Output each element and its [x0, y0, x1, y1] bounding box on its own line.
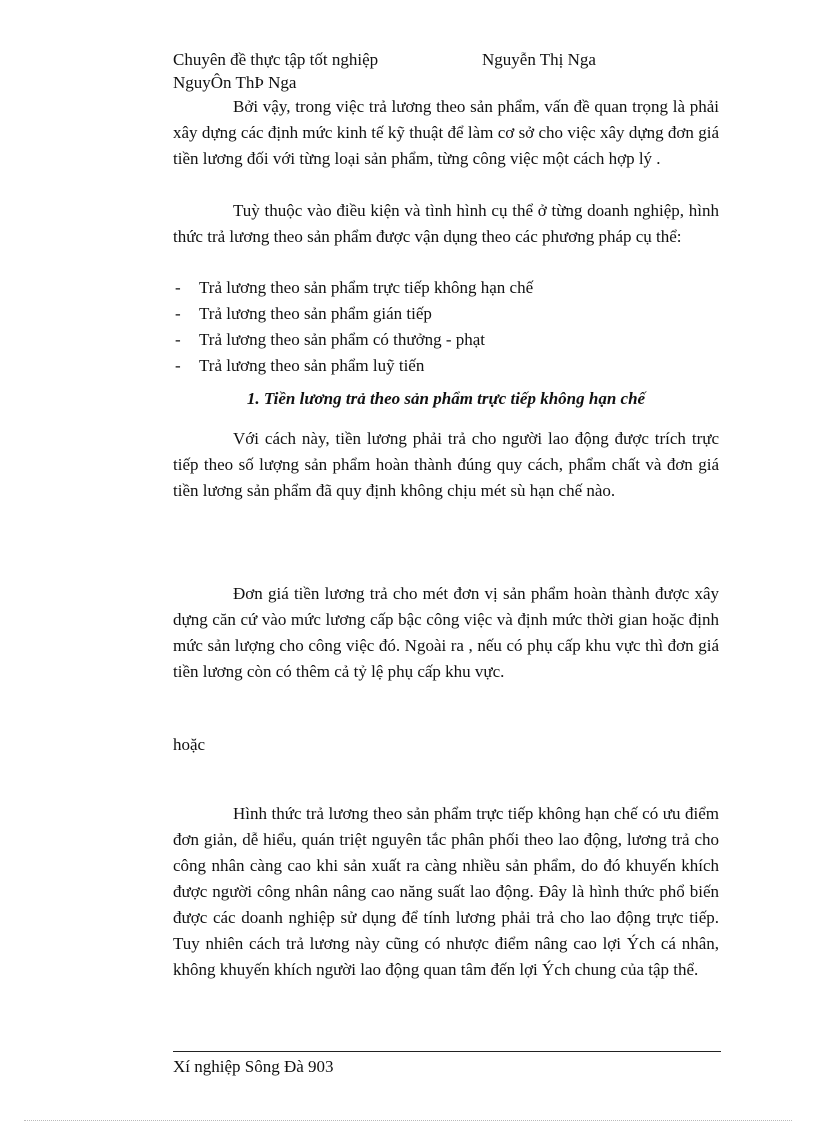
bullet-dash: - [175, 356, 181, 375]
list-item-text: Trả lương theo sản phẩm luỹ tiến [199, 356, 425, 375]
list-item-text: Trả lương theo sản phẩm trực tiếp không hạn chế [199, 278, 534, 297]
header-title: Chuyên đề thực tập tốt nghiệp [173, 50, 379, 69]
bullet-dash: - [175, 330, 181, 349]
list-item-text: Trả lương theo sản phẩm gián tiếp [199, 304, 432, 323]
list-item [173, 327, 719, 353]
footer-company: Xí nghiệp Sông Đà 903 [173, 1057, 334, 1076]
method-list [173, 275, 719, 379]
page-edge-line [24, 1120, 792, 1121]
list-item [173, 301, 719, 327]
list-item [173, 275, 719, 301]
bullet-dash: - [175, 278, 181, 297]
section-heading: 1. Tiền lương trả theo sản phẩm trực tiếp không hạn chế [246, 389, 646, 408]
or-word: hoặc [173, 735, 206, 754]
intro-paragraph-2: Tuỳ thuộc vào điều kiện và tình hình cụ thể ở từng doanh nghiệp, hình thức trả lương theo sản phẩm được vận dụng theo các phương pháp cụ thể: [173, 201, 719, 246]
bullet-dash: - [175, 304, 181, 323]
header-author: Nguyễn Thị Nga [482, 50, 596, 69]
section-paragraph-1: Với cách này, tiền lương phải trả cho người lao động được trích trực tiếp theo số lượng sản phẩm hoàn thành đúng quy cách, phẩm chất và đơn giá tiền lương sản phẩm đã quy định không chịu mét sù hạn chế nào. [173, 429, 719, 500]
section-paragraph-3: Hình thức trả lương theo sản phẩm trực tiếp không hạn chế có ưu điểm đơn giản, dễ hiểu, quán triệt nguyên tắc phân phối theo lao động, lương trả cho công nhân càng cao khi sản xuất ra càng nhiều sản phẩm, do đó khuyến khích được người công nhân nâng cao năng suất lao động. Đây là hình thức phổ biến được các doanh nghiệp sử dụng để tính lương phải trả cho lao động trực tiếp. Tuy nhiên cách trả lương này cũng có nhược điểm nâng cao lợi Ých cá nhân, không khuyến khích người lao động quan tâm đến lợi Ých chung của tập thể. [173, 804, 719, 979]
header-author-garbled: NguyÔn ThÞ Nga [173, 73, 297, 92]
intro-paragraph-1: Bởi vậy, trong việc trả lương theo sản phẩm, vấn đề quan trọng là phải xây dựng các định mức kinh tế kỹ thuật để làm cơ sở cho việc xây dựng đơn giá tiền lương đối với từng loại sản phẩm, từng công việc một cách hợp lý . [173, 97, 719, 168]
footer-divider [173, 1051, 721, 1052]
section-paragraph-2: Đơn giá tiền lương trả cho mét đơn vị sản phẩm hoàn thành được xây dựng căn cứ vào mức lương cấp bậc công việc và định mức thời gian hoặc định mức sản lượng cho công việc đó. Ngoài ra , nếu có phụ cấp khu vực thì đơn giá tiền lương còn có thêm cả tỷ lệ phụ cấp khu vực. [173, 584, 719, 681]
list-item-text: Trả lương theo sản phẩm có thưởng - phạt [199, 330, 486, 349]
list-item [173, 353, 719, 379]
